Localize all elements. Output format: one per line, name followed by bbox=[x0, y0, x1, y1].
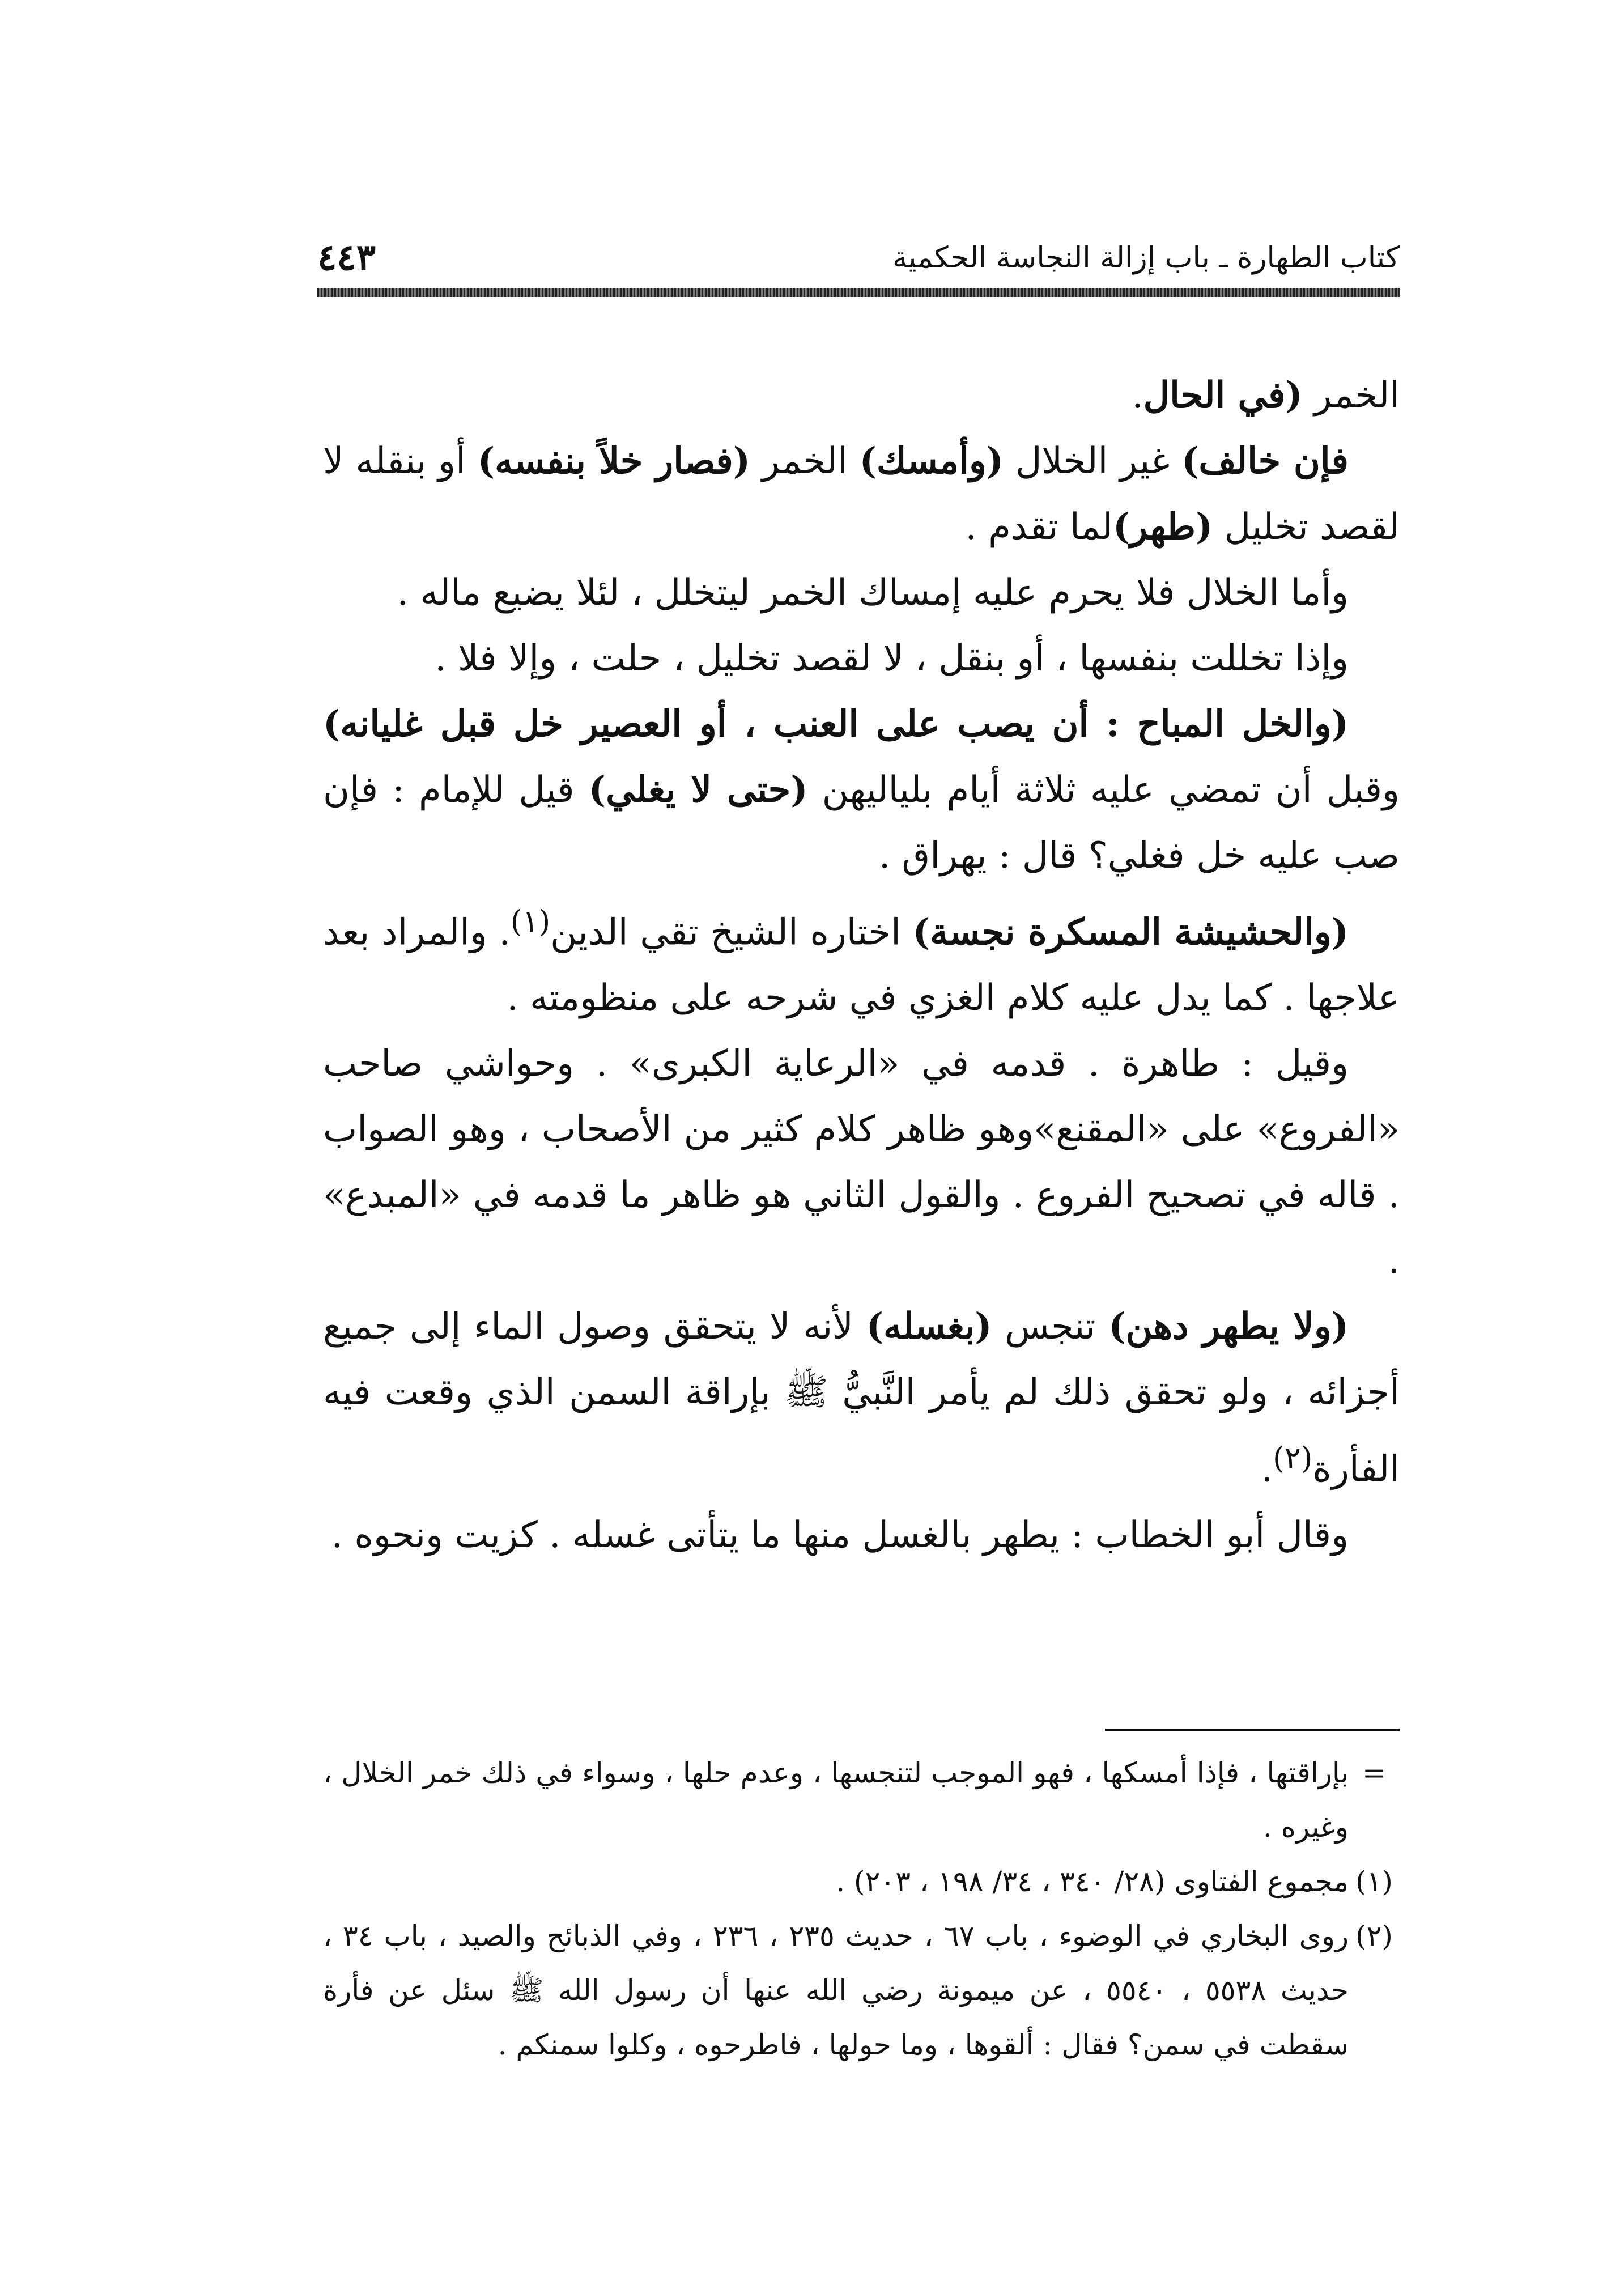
footnote-continued bbox=[323, 1746, 1400, 1854]
footnotes bbox=[323, 1746, 1400, 2072]
footnote-mark: (٢) bbox=[1355, 1920, 1393, 1952]
footnote-text: مجموع الفتاوى (٢٨/ ٣٤٠ ، ٣٤/ ١٩٨ ، ٢٠٣) . bbox=[836, 1865, 1349, 1898]
paragraph-8: (ولا يطهر دهن) تنجس (بغسله) لأنه لا يتحقق وصول الماء إلى جميع أجزائه ، ولو تحقق ذلك لم يأمر النَّبيُّ ﷺ بإراقة السمن الذي وقعت فيه الفأرة$^{(٢)}$. bbox=[323, 1305, 1400, 1491]
running-title: كتاب الطهارة ـ باب إزالة النجاسة الحكمية bbox=[892, 241, 1400, 275]
page-number: ٤٤٣ bbox=[317, 236, 376, 279]
footnote-mark: (١) bbox=[1355, 1865, 1393, 1898]
paragraph-5: (والخل المباح : أن يصب على العنب ، أو العصير خل قبل غليانه) وقبل أن تمضي عليه ثلاثة أيام بلياليهن (حتى لا يغلي) قيل للإمام : فإن صب عليه خل فغلي؟ قال : يهراق . bbox=[323, 703, 1400, 877]
page-header bbox=[317, 235, 1400, 286]
footnote-text: روى البخاري في الوضوء ، باب ٦٧ ، حديث ٢٣٥ ، ٢٣٦ ، وفي الذبائح والصيد ، باب ٣٤ ، حديث ٥٥٣٨ ، ٥٥٤٠ ، عن ميمونة رضي الله عنها أن رسول الله ﷺ سئل عن فأرة سقطت في سمن؟ فقال : ألقوها ، وما حولها ، فاطرحوه ، وكلوا سمنكم . bbox=[323, 1920, 1349, 2061]
footnote-1 bbox=[323, 1854, 1400, 1909]
paragraph-6: (والحشيشة المسكرة نجسة) اختاره الشيخ تقي الدين$^{(١)}$. والمراد بعد علاجها . كما يدل عليه كلام الغزي في شرحه على منظومته . bbox=[323, 903, 1400, 1020]
paragraph-7: وقيل : طاهرة . قدمه في «الرعاية الكبرى» . وحواشي صاحب «الفروع» على «المقنع»وهو ظاهر كلام كثير من الأصحاب ، وهو الصواب . قاله في تصحيح الفروع . والقول الثاني هو ظاهر ما قدمه في «المبدع» . bbox=[323, 1043, 1400, 1283]
footnote-separator bbox=[1105, 1729, 1400, 1731]
header-rule bbox=[317, 288, 1400, 297]
paragraph-1: الخمر (في الحال. bbox=[1132, 374, 1400, 417]
paragraph-9: وقال أبو الخطاب : يطهر بالغسل منها ما يتأتى غسله . كزيت ونحوه . bbox=[331, 1514, 1349, 1556]
paragraph-4: وإذا تخللت بنفسها ، أو بنقل ، لا لقصد تخليل ، حلت ، وإلا فلا . bbox=[435, 638, 1349, 680]
footnote-2 bbox=[323, 1909, 1400, 2072]
main-text bbox=[323, 363, 1400, 1568]
footnote-mark: = bbox=[1362, 1756, 1386, 1789]
footnote-ref-2: (٢) bbox=[1273, 1440, 1313, 1476]
footnote-ref-1: (١) bbox=[510, 903, 551, 939]
paragraph-3: وأما الخلال فلا يحرم عليه إمساك الخمر ليتخلل ، لئلا يضيع ماله . bbox=[397, 572, 1349, 614]
footnote-text: بإراقتها ، فإذا أمسكها ، فهو الموجب لتنجسها ، وعدم حلها ، وسواء في ذلك خمر الخلال ، وغيره . bbox=[323, 1756, 1349, 1844]
paragraph-2: فإن خالف) غير الخلال (وأمسك) الخمر (فصار خلاً بنفسه) أو بنقله لا لقصد تخليل (طهر)لما تقدم . bbox=[323, 440, 1400, 548]
